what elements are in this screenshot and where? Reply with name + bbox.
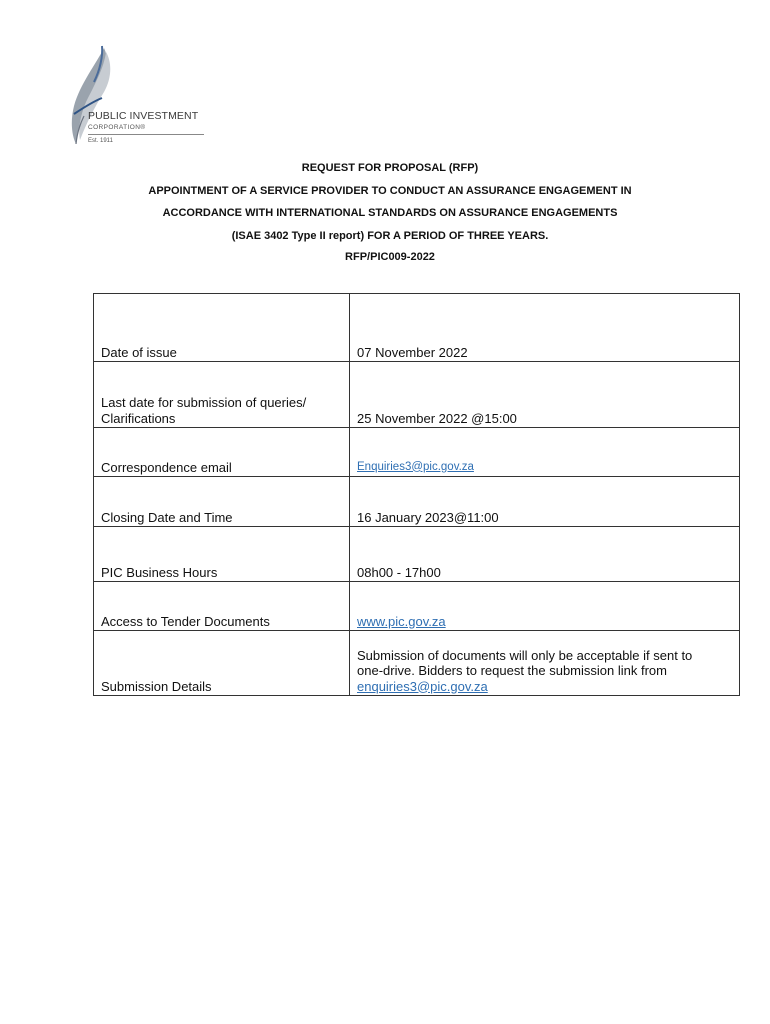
row-label-line2: Clarifications: [101, 410, 176, 426]
pic-logo: [66, 44, 216, 150]
row-value: 08h00 - 17h00: [350, 527, 740, 582]
table-row: [94, 631, 740, 696]
rfp-heading-line3: ACCORDANCE WITH INTERNATIONAL STANDARDS ON ASSURANCE ENGAGEMENTS: [162, 207, 618, 219]
row-value: [350, 428, 740, 477]
row-label: Submission Details: [94, 631, 350, 696]
table-row: [94, 362, 740, 428]
correspondence-email-link[interactable]: Enquiries3@pic.gov.za: [357, 460, 474, 473]
row-value: [350, 582, 740, 631]
row-value: 07 November 2022: [350, 294, 740, 362]
rfp-heading-line2: APPOINTMENT OF A SERVICE PROVIDER TO CONDUCT AN ASSURANCE ENGAGEMENT IN: [148, 185, 632, 197]
row-value: 16 January 2023@11:00: [350, 477, 740, 527]
logo-established: Est. 1911: [88, 138, 113, 144]
table-row: [94, 477, 740, 527]
rfp-heading-line1: REQUEST FOR PROPOSAL (RFP): [301, 162, 479, 174]
table-row: [94, 527, 740, 582]
rfp-reference-number: RFP/PIC009-2022: [345, 251, 435, 263]
tender-documents-link[interactable]: www.pic.gov.za: [357, 613, 446, 629]
logo-name: PUBLIC INVESTMENT: [88, 110, 199, 122]
row-value: [350, 631, 740, 696]
rfp-details-table: [93, 293, 740, 696]
submission-text-line1: Submission of documents will only be acceptable if sent to: [357, 647, 693, 663]
row-label: Date of issue: [94, 294, 350, 362]
row-label: PIC Business Hours: [94, 527, 350, 582]
table-row: [94, 428, 740, 477]
row-value: 25 November 2022 @15:00: [350, 362, 740, 428]
table-row: [94, 582, 740, 631]
row-label: Access to Tender Documents: [94, 582, 350, 631]
logo-divider: [88, 134, 204, 135]
row-label-line1: Last date for submission of queries/: [101, 395, 307, 410]
rfp-heading-line4: (ISAE 3402 Type II report) FOR A PERIOD OF THREE YEARS.: [231, 230, 549, 242]
row-label: Correspondence email: [94, 428, 350, 477]
logo-subtitle: CORPORATION®: [88, 124, 146, 131]
row-label: Closing Date and Time: [94, 477, 350, 527]
table-row: [94, 294, 740, 362]
submission-text-line2: one-drive. Bidders to request the submission link from: [357, 663, 667, 678]
submission-email-link[interactable]: enquiries3@pic.gov.za: [357, 678, 488, 694]
row-label: [94, 362, 350, 428]
